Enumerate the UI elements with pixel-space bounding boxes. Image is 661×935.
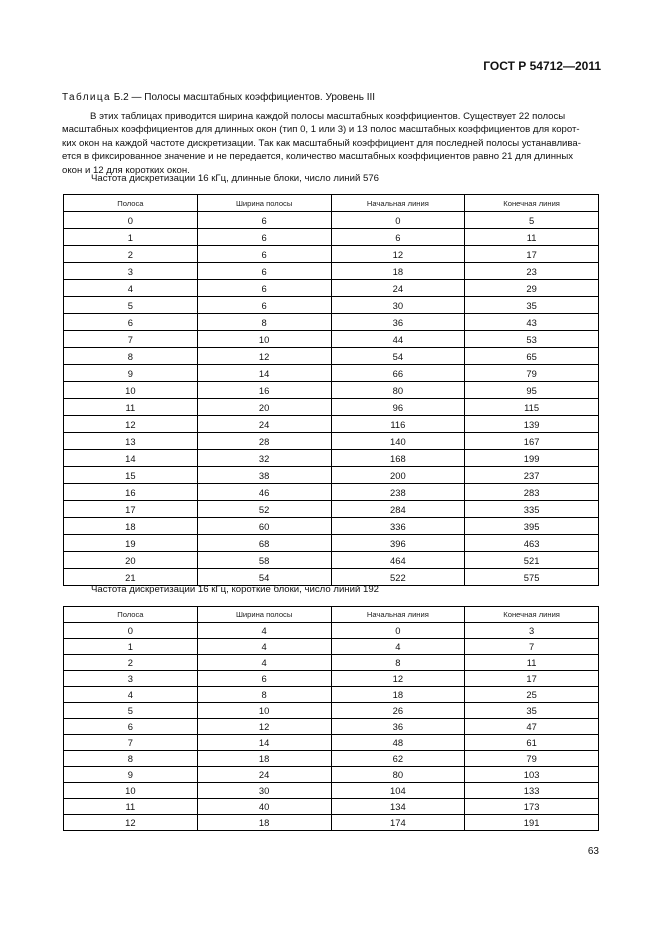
end-line-cell: 395 [465, 518, 599, 535]
intro-line: В этих таблицах приводится ширина каждой полосы масштабных коэффициентов. Существует 22 полосы [90, 111, 566, 122]
table-row [64, 212, 599, 229]
band-cell: 9 [64, 767, 198, 783]
band-cell: 4 [64, 687, 198, 703]
table-row [64, 703, 599, 719]
end-line-cell: 521 [465, 552, 599, 569]
band-cell: 2 [64, 246, 198, 263]
intro-line: ется в фиксированное значение и не передается, количество масштабных коэффициентов равно 21 для длинных [62, 151, 574, 163]
band-width-cell: 6 [197, 671, 331, 687]
column-header: Конечная линия [465, 607, 599, 623]
start-line-cell: 44 [331, 331, 465, 348]
band-width-cell: 12 [197, 348, 331, 365]
table-row [64, 263, 599, 280]
start-line-cell: 134 [331, 799, 465, 815]
band-cell: 9 [64, 365, 198, 382]
table-row [64, 783, 599, 799]
table-header-row [64, 607, 599, 623]
intro-line: окон и 12 для коротких окон. [62, 164, 190, 176]
start-line-cell: 116 [331, 416, 465, 433]
page-number: 63 [587, 846, 599, 857]
band-width-cell: 10 [197, 331, 331, 348]
start-line-cell: 96 [331, 399, 465, 416]
band-width-cell: 54 [197, 569, 331, 586]
start-line-cell: 24 [331, 280, 465, 297]
end-line-cell: 79 [465, 751, 599, 767]
start-line-cell: 168 [331, 450, 465, 467]
band-width-cell: 6 [197, 229, 331, 246]
end-line-cell: 7 [465, 639, 599, 655]
table-row [64, 655, 599, 671]
table-row [64, 331, 599, 348]
start-line-cell: 48 [331, 735, 465, 751]
start-line-cell: 464 [331, 552, 465, 569]
end-line-cell: 29 [465, 280, 599, 297]
table-row [64, 623, 599, 639]
column-header: Полоса [64, 195, 198, 212]
intro-line: ких окон на каждой частоте дискретизации. Так как масштабный коэффициент для последней полосы устанавлива- [62, 137, 581, 149]
table-row [64, 671, 599, 687]
table-row [64, 767, 599, 783]
end-line-cell: 191 [465, 815, 599, 831]
band-width-cell: 6 [197, 212, 331, 229]
band-cell: 21 [64, 569, 198, 586]
band-cell: 1 [64, 229, 198, 246]
table-row [64, 297, 599, 314]
intro-paragraph [62, 110, 599, 177]
column-header: Конечная линия [465, 195, 599, 212]
long-blocks-caption: Частота дискретизации 16 кГц, длинные блоки, число линий 576 [91, 173, 379, 184]
band-width-cell: 10 [197, 703, 331, 719]
table-title [62, 92, 375, 103]
band-cell: 20 [64, 552, 198, 569]
end-line-cell: 167 [465, 433, 599, 450]
end-line-cell: 65 [465, 348, 599, 365]
start-line-cell: 238 [331, 484, 465, 501]
start-line-cell: 396 [331, 535, 465, 552]
table-title-text: Б.2 — Полосы масштабных коэффициентов. Уровень III [111, 92, 376, 103]
table-row [64, 735, 599, 751]
start-line-cell: 18 [331, 687, 465, 703]
table-row [64, 229, 599, 246]
band-width-cell: 14 [197, 365, 331, 382]
band-width-cell: 6 [197, 297, 331, 314]
end-line-cell: 53 [465, 331, 599, 348]
table-row [64, 280, 599, 297]
end-line-cell: 173 [465, 799, 599, 815]
table-row [64, 552, 599, 569]
band-cell: 7 [64, 735, 198, 751]
band-cell: 5 [64, 703, 198, 719]
band-cell: 13 [64, 433, 198, 450]
band-width-cell: 4 [197, 623, 331, 639]
table-row [64, 450, 599, 467]
band-cell: 7 [64, 331, 198, 348]
band-cell: 18 [64, 518, 198, 535]
start-line-cell: 66 [331, 365, 465, 382]
end-line-cell: 17 [465, 246, 599, 263]
end-line-cell: 139 [465, 416, 599, 433]
column-header: Ширина полосы [197, 607, 331, 623]
band-cell: 8 [64, 348, 198, 365]
band-width-cell: 6 [197, 246, 331, 263]
end-line-cell: 23 [465, 263, 599, 280]
band-cell: 1 [64, 639, 198, 655]
end-line-cell: 3 [465, 623, 599, 639]
band-cell: 11 [64, 399, 198, 416]
table-row [64, 416, 599, 433]
column-header: Начальная линия [331, 607, 465, 623]
document-code: ГОСТ Р 54712—2011 [483, 59, 601, 73]
band-width-cell: 16 [197, 382, 331, 399]
end-line-cell: 43 [465, 314, 599, 331]
band-cell: 6 [64, 719, 198, 735]
table-title-prefix: Таблица [62, 92, 112, 103]
table-row [64, 751, 599, 767]
table-row [64, 484, 599, 501]
table-row [64, 433, 599, 450]
band-cell: 19 [64, 535, 198, 552]
table-row [64, 365, 599, 382]
end-line-cell: 47 [465, 719, 599, 735]
intro-line: масштабных коэффициентов для длинных окон (тип 0, 1 или 3) и 13 полос масштабных коэффициентов для корот- [62, 124, 580, 136]
band-cell: 12 [64, 416, 198, 433]
band-cell: 4 [64, 280, 198, 297]
table-row [64, 246, 599, 263]
band-width-cell: 18 [197, 751, 331, 767]
table-row [64, 687, 599, 703]
end-line-cell: 61 [465, 735, 599, 751]
start-line-cell: 54 [331, 348, 465, 365]
end-line-cell: 103 [465, 767, 599, 783]
start-line-cell: 8 [331, 655, 465, 671]
start-line-cell: 26 [331, 703, 465, 719]
start-line-cell: 80 [331, 767, 465, 783]
band-width-cell: 6 [197, 263, 331, 280]
band-width-cell: 4 [197, 655, 331, 671]
start-line-cell: 140 [331, 433, 465, 450]
band-cell: 11 [64, 799, 198, 815]
table-header-row [64, 195, 599, 212]
start-line-cell: 36 [331, 719, 465, 735]
end-line-cell: 25 [465, 687, 599, 703]
end-line-cell: 35 [465, 297, 599, 314]
start-line-cell: 12 [331, 246, 465, 263]
band-cell: 0 [64, 212, 198, 229]
table-row [64, 501, 599, 518]
band-width-cell: 32 [197, 450, 331, 467]
start-line-cell: 80 [331, 382, 465, 399]
table-row [64, 815, 599, 831]
end-line-cell: 237 [465, 467, 599, 484]
start-line-cell: 0 [331, 623, 465, 639]
band-width-cell: 6 [197, 280, 331, 297]
band-width-cell: 4 [197, 639, 331, 655]
end-line-cell: 575 [465, 569, 599, 586]
band-width-cell: 24 [197, 767, 331, 783]
short-blocks-caption: Частота дискретизации 16 кГц, короткие блоки, число линий 192 [91, 584, 379, 595]
end-line-cell: 11 [465, 229, 599, 246]
band-width-cell: 52 [197, 501, 331, 518]
end-line-cell: 133 [465, 783, 599, 799]
table-row [64, 569, 599, 586]
start-line-cell: 0 [331, 212, 465, 229]
table-row [64, 719, 599, 735]
start-line-cell: 200 [331, 467, 465, 484]
band-width-cell: 14 [197, 735, 331, 751]
band-cell: 2 [64, 655, 198, 671]
band-width-cell: 38 [197, 467, 331, 484]
band-width-cell: 24 [197, 416, 331, 433]
band-cell: 3 [64, 671, 198, 687]
table-row [64, 639, 599, 655]
band-width-cell: 18 [197, 815, 331, 831]
short-blocks-table [63, 606, 599, 831]
end-line-cell: 463 [465, 535, 599, 552]
end-line-cell: 79 [465, 365, 599, 382]
table-row [64, 535, 599, 552]
band-width-cell: 8 [197, 687, 331, 703]
end-line-cell: 95 [465, 382, 599, 399]
band-cell: 12 [64, 815, 198, 831]
start-line-cell: 62 [331, 751, 465, 767]
band-cell: 16 [64, 484, 198, 501]
long-blocks-table [63, 194, 599, 586]
band-cell: 10 [64, 382, 198, 399]
band-width-cell: 40 [197, 799, 331, 815]
band-cell: 0 [64, 623, 198, 639]
band-cell: 3 [64, 263, 198, 280]
end-line-cell: 17 [465, 671, 599, 687]
end-line-cell: 5 [465, 212, 599, 229]
table-row [64, 518, 599, 535]
start-line-cell: 30 [331, 297, 465, 314]
column-header: Полоса [64, 607, 198, 623]
table-row [64, 382, 599, 399]
start-line-cell: 36 [331, 314, 465, 331]
band-width-cell: 30 [197, 783, 331, 799]
band-width-cell: 12 [197, 719, 331, 735]
band-width-cell: 68 [197, 535, 331, 552]
column-header: Начальная линия [331, 195, 465, 212]
band-cell: 10 [64, 783, 198, 799]
start-line-cell: 174 [331, 815, 465, 831]
end-line-cell: 11 [465, 655, 599, 671]
start-line-cell: 522 [331, 569, 465, 586]
band-width-cell: 8 [197, 314, 331, 331]
table-row [64, 467, 599, 484]
end-line-cell: 115 [465, 399, 599, 416]
start-line-cell: 104 [331, 783, 465, 799]
end-line-cell: 283 [465, 484, 599, 501]
table-row [64, 799, 599, 815]
band-cell: 5 [64, 297, 198, 314]
start-line-cell: 4 [331, 639, 465, 655]
end-line-cell: 335 [465, 501, 599, 518]
band-width-cell: 20 [197, 399, 331, 416]
band-cell: 17 [64, 501, 198, 518]
column-header: Ширина полосы [197, 195, 331, 212]
table-row [64, 399, 599, 416]
band-cell: 14 [64, 450, 198, 467]
table-row [64, 348, 599, 365]
end-line-cell: 35 [465, 703, 599, 719]
start-line-cell: 336 [331, 518, 465, 535]
band-cell: 8 [64, 751, 198, 767]
start-line-cell: 18 [331, 263, 465, 280]
start-line-cell: 6 [331, 229, 465, 246]
start-line-cell: 12 [331, 671, 465, 687]
band-cell: 15 [64, 467, 198, 484]
band-cell: 6 [64, 314, 198, 331]
band-width-cell: 58 [197, 552, 331, 569]
start-line-cell: 284 [331, 501, 465, 518]
table-row [64, 314, 599, 331]
band-width-cell: 46 [197, 484, 331, 501]
end-line-cell: 199 [465, 450, 599, 467]
band-width-cell: 60 [197, 518, 331, 535]
band-width-cell: 28 [197, 433, 331, 450]
